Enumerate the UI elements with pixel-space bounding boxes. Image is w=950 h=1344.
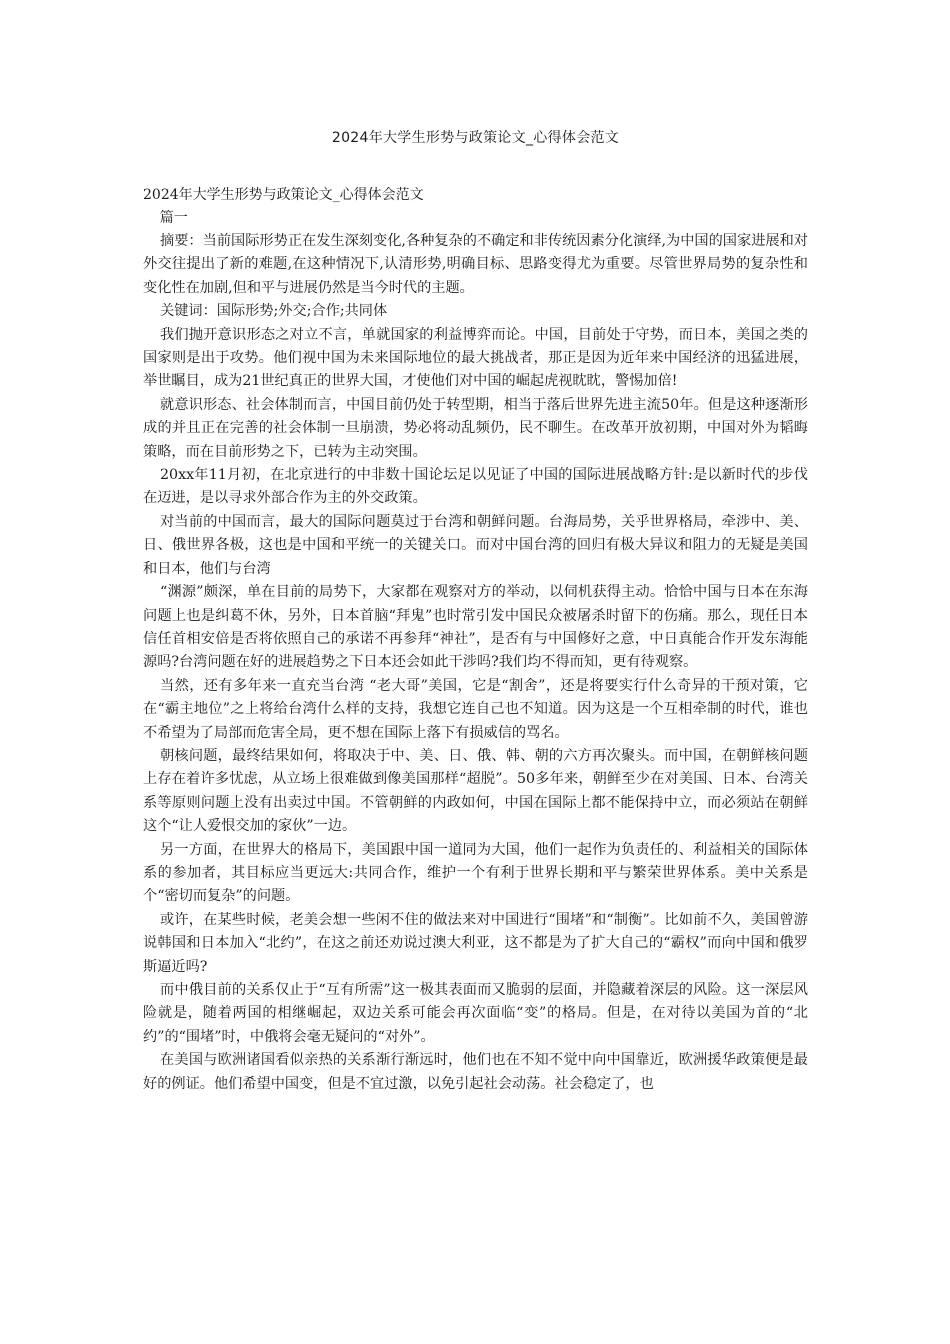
page-title: 2024年大学生形势与政策论文_心得体会范文: [331, 130, 620, 146]
paragraph-abstract: 摘要：当前国际形势正在发生深刻变化,各种复杂的不确定和非传统因素分化演绎,为中国的国家进展和对外交往提出了新的难题,在这种情况下,认清形势,明确目标、思路变得尤为重要。尽管世界局势的复杂性和变化性在加剧,但和平与进展仍然是当今时代的主题。: [143, 233, 808, 296]
paragraph: “渊源”颇深，单在目前的局势下，大家都在观察对方的举动，以伺机获得主动。恰恰中国与日本在东海问题上也是纠葛不休，另外，日本首脑“拜鬼”也时常引发中国民众被屠杀时留下的伤痛。那么，现任日本信任首相安倍是否将依照自己的承诺不再参拜“神社”，是否有与中国修好之意，中日真能合作开发东海能源吗?台湾问题在好的进展趋势之下日本还会如此干涉吗?我们均不得而知，更有待观察。: [143, 584, 808, 671]
paragraph: 20xx年11月初，在北京进行的中非数十国论坛足以见证了中国的国际进展战略方针:是以新时代的步伐在迈进，是以寻求外部合作为主的外交政策。: [143, 467, 808, 507]
document-body: [143, 230, 808, 1096]
paragraph: 我们抛开意识形态之对立不言，单就国家的利益博弈而论。中国，目前处于守势，而日本，美国之类的国家则是出于攻势。他们视中国为未来国际地位的最大挑战者，那正是因为近年来中国经济的迅猛进展，举世瞩目，成为21世纪真正的世界大国，才使他们对中国的崛起虎视眈眈，警惕加倍!: [143, 326, 808, 390]
paragraph: 或许，在某些时候，老美会想一些闲不住的做法来对中国进行“围堵”和“制衡”。比如前不久，美国曾游说韩国和日本加入“北约”，在这之前还劝说过澳大利亚，这不都是为了扩大自己的“霸权”而向中国和俄罗斯逼近吗?: [143, 911, 808, 975]
section-heading: 篇一: [159, 210, 188, 226]
document-page: [143, 120, 808, 1096]
paragraph-keywords: 关键词：国际形势;外交;合作;共同体: [160, 303, 388, 320]
document-subtitle: 2024年大学生形势与政策论文_心得体会范文: [143, 187, 424, 203]
paragraph: 朝核问题，最终结果如何，将取决于中、美、日、俄、韩、朝的六方再次聚头。而中国，在朝鲜核问题上存在着许多忧虑，从立场上很难做到像美国那样“超脱”。50多年来，朝鲜至少在对美国、日本、台湾关系等原则问题上没有出卖过中国。不管朝鲜的内政如何，中国在国际上都不能保持中立，而必须站在朝鲜这个“让人爱恨交加的家伙”一边。: [143, 747, 808, 835]
paragraph: 另一方面，在世界大的格局下，美国跟中国一道同为大国，他们一起作为负责任的、利益相关的国际体系的参加者，其目标应当更远大:共同合作，维护一个有利于世界长期和平与繁荣世界体系。美中关系是个“密切而复杂”的问题。: [143, 841, 808, 905]
paragraph: 在美国与欧洲诸国看似亲热的关系渐行渐远时，他们也在不知不觉中向中国靠近，欧洲援华政策便是最好的例证。他们希望中国变，但是不宜过激，以免引起社会动荡。社会稳定了，也: [143, 1052, 808, 1092]
paragraph: 当然，还有多年来一直充当台湾 “老大哥”美国，它是“割舍”，还是将要实行什么奇异的干预对策，它在“霸主地位”之上将给台湾什么样的支持，我想它连自己也不知道。因为这是一个互相牵制的时代，谁也不希望为了局部而危害全局，更不想在国际上落下有损威信的骂名。: [143, 677, 808, 741]
paragraph: 而中俄目前的关系仅止于“互有所需”这一极其表面而又脆弱的层面，并隐藏着深层的风险。这一深层风险就是，随着两国的相继崛起，双边关系可能会再次面临“变”的格局。但是，在对待以美国为首的“北约”的“围堵”时，中俄将会毫无疑问的“对外”。: [143, 982, 808, 1045]
paragraph: 就意识形态、社会体制而言，中国目前仍处于转型期，相当于落后世界先进主流50年。但是这种逐渐形成的并且正在完善的社会体制一旦崩溃，势必将动乱频仍，民不聊生。在改革开放初期，中国对外为韬晦策略，而在目前形势之下，已转为主动突围。: [143, 396, 808, 460]
paragraph: 对当前的中国而言，最大的国际问题莫过于台湾和朝鲜问题。台海局势，关乎世界格局，牵涉中、美、日、俄世界各极，这也是中国和平统一的关键关口。而对中国台湾的回归有极大异议和阻力的无疑是美国和日本，他们与台湾: [143, 513, 808, 577]
